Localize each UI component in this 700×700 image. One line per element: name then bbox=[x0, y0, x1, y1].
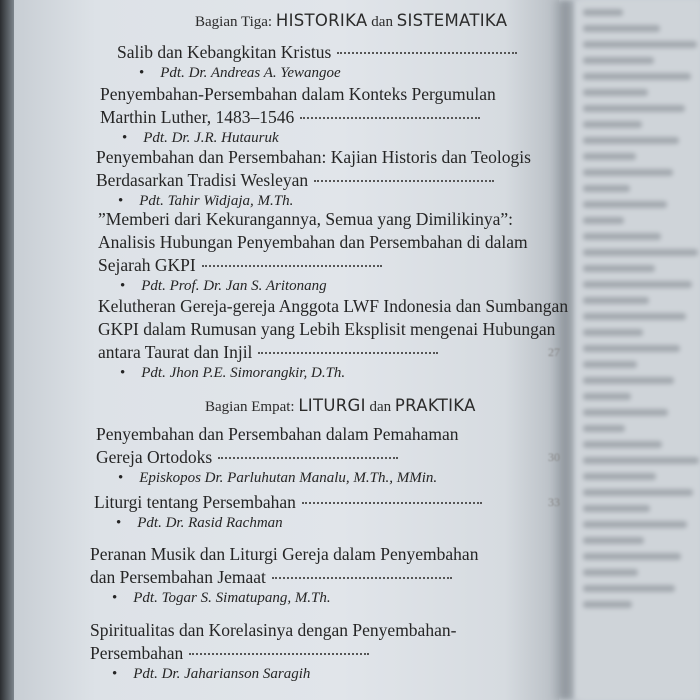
entry-title-text: Penyembahan dan Persembahan: Kajian Historis dan Teologis bbox=[96, 147, 531, 167]
blurred-text-line bbox=[583, 201, 667, 208]
entry-title-line bbox=[96, 446, 566, 469]
entry-title-line bbox=[100, 106, 570, 129]
entry-title-text: Spiritualitas dan Korelasinya dengan Penyembahan- bbox=[90, 620, 457, 640]
blurred-text-line bbox=[583, 425, 625, 432]
entry-title-line bbox=[90, 566, 560, 589]
entry-author: • Pdt. Prof. Dr. Jan S. Aritonang bbox=[120, 278, 568, 295]
toc-entry[interactable] bbox=[100, 83, 570, 147]
entry-author: • Pdt. Togar S. Simatupang, M.Th. bbox=[112, 590, 560, 607]
entry-title-text: Sejarah GKPI bbox=[98, 255, 196, 275]
blurred-text-line bbox=[583, 585, 675, 592]
entry-title-text: Kelutheran Gereja-gereja Anggota LWF Indonesia dan Sumbangan bbox=[98, 296, 569, 316]
blurred-text-line bbox=[583, 377, 674, 384]
entry-author: • Pdt. Tahir Widjaja, M.Th. bbox=[118, 193, 566, 210]
entry-title-line bbox=[90, 642, 560, 665]
blurred-text-line bbox=[583, 537, 644, 544]
entry-title-line bbox=[96, 146, 566, 169]
blurred-text-line bbox=[583, 249, 698, 256]
entry-title-line bbox=[90, 619, 560, 642]
entry-title-text: Berdasarkan Tradisi Wesleyan bbox=[96, 170, 309, 190]
entry-author: • Pdt. Dr. Jaharianson Saragih bbox=[112, 666, 560, 683]
blurred-text-line bbox=[583, 217, 624, 224]
blurred-text-line bbox=[583, 169, 673, 176]
blurred-text-line bbox=[583, 57, 654, 64]
blurred-text-line bbox=[583, 25, 660, 32]
section-title-a: HISTORIKA bbox=[275, 11, 368, 30]
dot-leader bbox=[314, 180, 494, 182]
entry-title-text: Peranan Musik dan Liturgi Gereja dalam Penyembahan bbox=[90, 544, 479, 564]
section-conj: dan bbox=[371, 14, 393, 30]
entry-title-line bbox=[98, 254, 568, 277]
toc-entry[interactable] bbox=[96, 146, 566, 210]
entry-title-line bbox=[98, 231, 568, 254]
entry-title-text: Gereja Ortodoks bbox=[96, 447, 213, 467]
blurred-text-line bbox=[583, 9, 623, 16]
entry-title-text: dan Persembahan Jemaat bbox=[90, 567, 266, 587]
entry-title-text: antara Taurat dan Injil bbox=[98, 342, 253, 362]
entry-title-text: Penyembahan-Persembahan dalam Konteks Pergumulan bbox=[100, 84, 496, 104]
entry-title-line bbox=[96, 169, 566, 192]
dot-leader bbox=[218, 457, 398, 459]
page-number: 27 bbox=[548, 345, 560, 359]
section-title-a: LITURGI bbox=[298, 396, 366, 415]
toc-entry[interactable] bbox=[90, 543, 560, 607]
blurred-text-line bbox=[583, 473, 656, 480]
book-spine-edge bbox=[0, 0, 14, 700]
entry-title-line bbox=[94, 491, 564, 514]
entry-title-text: Salib dan Kebangkitan Kristus bbox=[117, 42, 332, 62]
dot-leader bbox=[189, 653, 369, 655]
entry-author: • Pdt. Dr. Rasid Rachman bbox=[116, 515, 564, 532]
entry-author: • Episkopos Dr. Parluhutan Manalu, M.Th., MMin. bbox=[118, 470, 566, 487]
toc-entry[interactable] bbox=[96, 423, 566, 487]
entry-title-text: GKPI dalam Rumusan yang Lebih Eksplisit mengenai Hubungan bbox=[98, 319, 556, 339]
toc-entry[interactable] bbox=[98, 208, 568, 295]
blurred-text-line bbox=[583, 441, 662, 448]
entry-title-text: Analisis Hubungan Penyembahan dan Persembahan di dalam bbox=[98, 232, 528, 252]
dot-leader bbox=[202, 265, 382, 267]
toc-entry[interactable] bbox=[94, 491, 564, 532]
blurred-text-line bbox=[583, 457, 699, 464]
blurred-text-line bbox=[583, 281, 692, 288]
section-heading-3 bbox=[195, 11, 507, 31]
blurred-text-line bbox=[583, 329, 643, 336]
toc-entry[interactable] bbox=[98, 295, 568, 382]
entry-title-text: Penyembahan dan Persembahan dalam Pemahaman bbox=[96, 424, 459, 444]
page-number: 30 bbox=[548, 450, 560, 464]
section-prefix: Bagian Tiga: bbox=[195, 14, 273, 30]
blurred-text-line bbox=[583, 393, 631, 400]
entry-title-line bbox=[98, 295, 568, 318]
blurred-text-line bbox=[583, 409, 668, 416]
dot-leader bbox=[258, 352, 438, 354]
entry-title-line bbox=[117, 41, 587, 64]
entry-title-line bbox=[100, 83, 570, 106]
entry-title-text: Liturgi tentang Persembahan bbox=[94, 492, 296, 512]
blurred-text-line bbox=[583, 233, 661, 240]
blurred-text-line bbox=[583, 505, 650, 512]
entry-title-text: Persembahan bbox=[90, 643, 184, 663]
entry-title-text: ”Memberi dari Kekurangannya, Semua yang Dimilikinya”: bbox=[98, 209, 514, 229]
blurred-text-line bbox=[583, 185, 630, 192]
blurred-text-line bbox=[583, 137, 679, 144]
toc-entry[interactable] bbox=[117, 41, 587, 82]
entry-title-line bbox=[96, 423, 566, 446]
blurred-text-line bbox=[583, 105, 685, 112]
dot-leader bbox=[272, 577, 452, 579]
section-title-b: PRAKTIKA bbox=[394, 396, 476, 415]
entry-author: • Pdt. Dr. Andreas A. Yewangoe bbox=[139, 65, 587, 82]
blurred-text-line bbox=[583, 297, 649, 304]
blurred-text-line bbox=[583, 265, 655, 272]
section-title-b: SISTEMATIKA bbox=[396, 11, 508, 30]
entry-title-line bbox=[98, 341, 568, 364]
toc-entry[interactable] bbox=[90, 619, 560, 683]
section-prefix: Bagian Empat: bbox=[205, 399, 295, 415]
facing-page-blurred bbox=[575, 0, 700, 700]
entry-title-line bbox=[98, 318, 568, 341]
dot-leader bbox=[302, 502, 482, 504]
blurred-text-line bbox=[583, 521, 687, 528]
blurred-text-line bbox=[583, 569, 638, 576]
blurred-text-line bbox=[583, 489, 693, 496]
blurred-text-line bbox=[583, 73, 691, 80]
blurred-text-line bbox=[583, 553, 681, 560]
dot-leader bbox=[300, 117, 480, 119]
entry-title-line bbox=[98, 208, 568, 231]
blurred-text-line bbox=[583, 345, 680, 352]
blurred-text-line bbox=[583, 601, 632, 608]
dot-leader bbox=[337, 52, 517, 54]
section-conj: dan bbox=[369, 399, 392, 415]
entry-author: • Pdt. Jhon P.E. Simorangkir, D.Th. bbox=[120, 365, 568, 382]
entry-title-text: Marthin Luther, 1483–1546 bbox=[100, 107, 295, 127]
entry-title-line bbox=[90, 543, 560, 566]
blurred-text-line bbox=[583, 313, 686, 320]
section-heading-4 bbox=[205, 396, 476, 416]
blurred-text-line bbox=[583, 153, 636, 160]
blurred-text-line bbox=[583, 361, 637, 368]
page-number: 33 bbox=[548, 495, 560, 509]
blurred-text-line bbox=[583, 121, 642, 128]
blurred-text-line bbox=[583, 41, 697, 48]
entry-author: • Pdt. Dr. J.R. Hutauruk bbox=[122, 130, 570, 147]
blurred-text-line bbox=[583, 89, 648, 96]
